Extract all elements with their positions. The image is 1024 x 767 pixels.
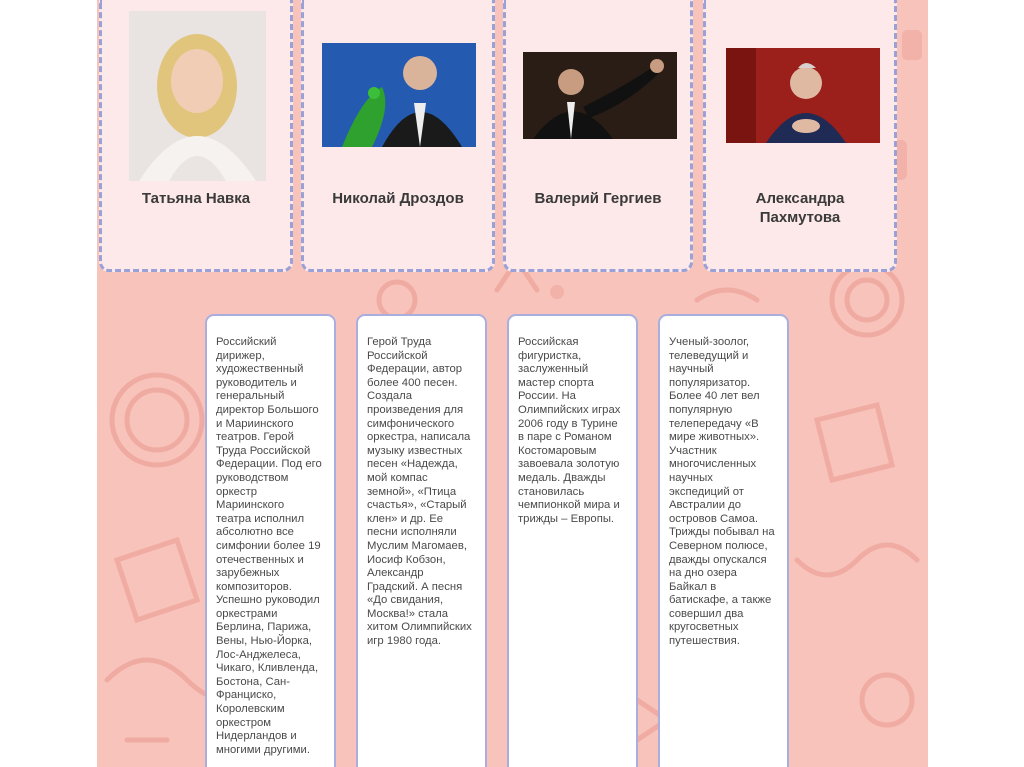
person-name: Александра Пахмутова bbox=[755, 190, 845, 226]
portrait-woman-blonde-icon bbox=[129, 11, 266, 181]
slide bbox=[97, 0, 928, 767]
bio-card-pakhmutova bbox=[356, 314, 487, 767]
person-card-pakhmutova bbox=[703, 0, 897, 272]
person-card-drozdov bbox=[301, 0, 495, 272]
bio-text: Ученый-зоолог, телеведущий и научный популяризатор. Более 40 лет вел популярную телепередачу «В мире животных». Участник многочисленных научных экспедиций от Австралии до островов Самоа. Трижды побывал на Северном полюсе, дважды опускался на дно озера Байкал в батискафе, а также совершил два кругосветных путешествия. bbox=[669, 336, 775, 648]
person-card-navka bbox=[99, 0, 293, 272]
portrait-elderly-woman-icon bbox=[726, 48, 880, 143]
bio-text: Российский дирижер, художественный руководитель и генеральный директор Большого и Мариинского театров. Герой Труда Российской Федерации. Под его руководством оркестр Мариинского театра исполнил абсолютно все симфонии более 19 отечественных и зарубежных композиторов. Успешно руководил оркестрами Берлина, Парижа, Вены, Нью-Йорка, Лос-Анджелеса, Чикаго, Кливленда, Бостона, Сан- Франциско, Королевским оркестром Нидерландов и многими другими. bbox=[216, 336, 322, 756]
bio-card-navka bbox=[507, 314, 638, 767]
person-name: Николай Дроздов bbox=[332, 190, 464, 207]
portrait-man-parrot-icon bbox=[322, 43, 476, 147]
bio-card-gergiev bbox=[205, 314, 336, 767]
bio-text: Герой Труда Российской Федерации, автор более 400 песен. Создала произведения для симфонического оркестра, написала музыку известных песен «Надежда, мой компас земной», «Птица счастья», «Старый клен» и др. Ее песни исполняли Муслим Магомаев, Иосиф Кобзон, Александр Градский. А песня «До свидания, Москва!» стала хитом Олимпийских игр 1980 года. bbox=[367, 336, 472, 648]
person-card-gergiev bbox=[503, 0, 693, 272]
person-name: Татьяна Навка bbox=[141, 190, 251, 207]
bio-card-drozdov bbox=[658, 314, 789, 767]
bio-text: Российская фигуристка, заслуженный мастер спорта России. На Олимпийских играх 2006 году в Турине в паре с Романом Костомаровым завоевала золотую медаль. Дважды становилась чемпионкой мира и трижды – Европы. bbox=[518, 336, 621, 525]
portrait-conductor-icon bbox=[523, 52, 677, 139]
person-name: Валерий Гергиев bbox=[534, 190, 662, 207]
